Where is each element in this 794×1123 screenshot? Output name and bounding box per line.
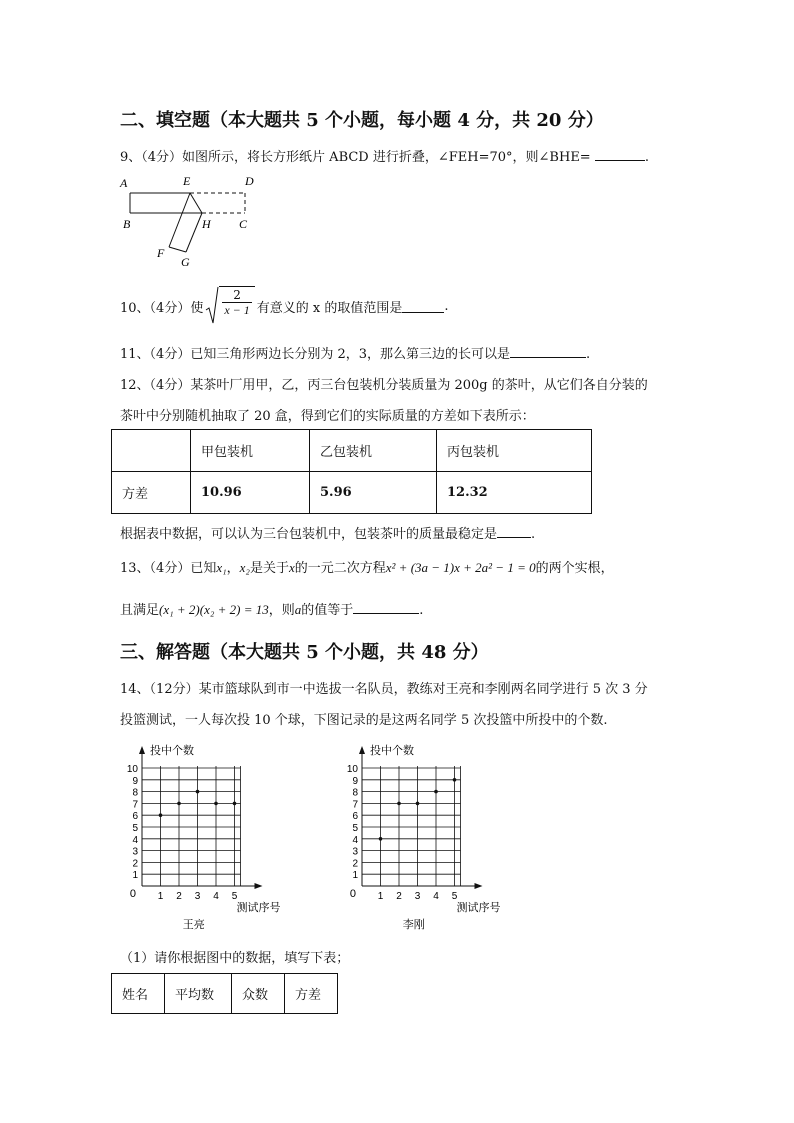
table-header-cell: 甲包装机 <box>191 430 310 472</box>
table-cell: 12.32 <box>437 472 592 514</box>
x-axis-label: 测试序号 <box>456 901 501 914</box>
data-point <box>416 802 420 806</box>
data-point <box>453 778 457 782</box>
q10-pre: 10、（4分）使 <box>120 300 204 316</box>
fig-edge-eh <box>190 193 202 213</box>
var-x2: x₂ <box>239 560 250 575</box>
table-header-cell: 乙包装机 <box>310 430 437 472</box>
answer-table <box>111 973 338 1014</box>
q13-line2-mid: ，则 <box>268 603 295 618</box>
origin-label: 0 <box>129 888 136 900</box>
x-tick-label: 2 <box>396 891 402 902</box>
q13-mid: 是关于 <box>249 561 289 576</box>
quadratic-equation: x² + (3a − 1)x + 2a² − 1 = 0 <box>385 560 536 575</box>
sqrt-sign <box>205 286 219 326</box>
q12-after <box>120 523 535 542</box>
y-tick-label: 10 <box>346 764 358 775</box>
table-header-cell <box>112 430 191 472</box>
q13-pre: 13、（4分）已知 <box>120 561 217 576</box>
table-cell: 5.96 <box>310 472 437 514</box>
q14-line2: 投篮测试，一人每次投 10 个球，下图记录的是这两名同学 5 次投篮中所投中的个数. <box>120 713 608 728</box>
q11-text: 11、（4分）已知三角形两边长分别为 2，3，那么第三边的长可以是 <box>120 347 510 362</box>
q9-answer-blank[interactable] <box>595 148 645 161</box>
y-tick-label: 7 <box>132 799 138 811</box>
variance-table <box>111 429 592 514</box>
y-tick-label: 6 <box>352 811 358 823</box>
folding-figure <box>115 170 275 270</box>
y-tick-label: 5 <box>132 823 138 834</box>
q12-answer-blank[interactable] <box>497 525 531 538</box>
var-x1: x₁ <box>216 560 227 575</box>
answer-table-header: 方差 <box>285 974 338 1014</box>
section3-title: 三、解答题（本大题共 5 个小题，共 48 分） <box>120 642 489 663</box>
q9-text: 9、（4分）如图所示，将长方形纸片 ABCD 进行折叠，∠FEH=70°，则∠BHE= <box>120 150 595 165</box>
x-axis-arrow <box>255 883 263 889</box>
y-tick-label: 4 <box>352 834 358 846</box>
q12-line2: 茶叶中分别随机抽取了 20 盒，得到它们的实际质量的方差如下表所示： <box>120 409 535 424</box>
x-tick-label: 4 <box>213 891 219 902</box>
y-tick-label: 4 <box>132 834 138 846</box>
fraction-denominator: x − 1 <box>224 303 250 317</box>
q13-line2-post: 的值等于 <box>301 603 354 618</box>
q13-answer-blank[interactable] <box>353 601 419 614</box>
y-tick-label: 1 <box>132 870 138 882</box>
origin-label: 0 <box>349 888 356 900</box>
var-x: x <box>288 560 295 575</box>
q12-line1: 12、（4分）某茶叶厂用甲，乙，丙三台包装机分装质量为 200g 的茶叶，从它们各自分装的 <box>120 378 648 393</box>
x-tick-label: 3 <box>194 891 201 902</box>
x-axis-label: 测试序号 <box>236 901 281 914</box>
chart-title: 王亮 <box>182 918 205 931</box>
y-axis-arrow <box>359 746 365 754</box>
q11-end: . <box>586 347 591 362</box>
question-13-line1 <box>120 557 614 576</box>
y-tick-label: 5 <box>352 823 358 834</box>
question-10 <box>120 284 449 328</box>
answer-table-header: 众数 <box>232 974 285 1014</box>
question-13-line2 <box>120 599 423 618</box>
y-tick-label: 2 <box>352 858 358 870</box>
x-axis-arrow <box>475 883 483 889</box>
x-tick-label: 5 <box>451 891 458 902</box>
answer-table-header: 姓名 <box>112 974 165 1014</box>
label-b: B <box>123 217 131 231</box>
data-point <box>379 837 383 841</box>
x-tick-label: 1 <box>157 891 164 902</box>
y-tick-label: 8 <box>132 787 138 799</box>
data-point <box>233 802 237 806</box>
x-tick-label: 5 <box>231 891 238 902</box>
q12-after-text: 根据表中数据，可以认为三台包装机中，包装茶叶的质量最稳定是 <box>120 527 498 542</box>
table-cell: 10.96 <box>191 472 310 514</box>
q13-mid2: 的一元二次方程 <box>294 561 386 576</box>
q14-line1: 14、（12分）某市篮球队到市一中选拔一名队员，教练对王亮和李刚两名同学进行 5 次 3 分 <box>120 682 648 697</box>
data-point <box>214 802 218 806</box>
chart-ligang <box>330 738 530 938</box>
data-point <box>177 802 181 806</box>
label-e: E <box>183 174 191 188</box>
label-h: H <box>202 217 211 231</box>
y-tick-label: 9 <box>132 775 138 787</box>
y-tick-label: 2 <box>132 858 138 870</box>
section2-title: 二、填空题（本大题共 5 个小题，每小题 4 分，共 20 分） <box>120 110 604 131</box>
y-tick-label: 3 <box>352 846 358 858</box>
y-axis-label: 投中个数 <box>370 744 414 757</box>
label-a: A <box>120 176 128 190</box>
q13-end: . <box>419 603 424 618</box>
x-tick-label: 1 <box>377 891 384 902</box>
y-tick-label: 6 <box>132 811 138 823</box>
fig-edge-fg <box>169 247 186 252</box>
q13-line2-pre: 且满足 <box>120 603 160 618</box>
q10-answer-blank[interactable] <box>402 300 444 313</box>
root-condition: (x₁ + 2)(x₂ + 2) = 13 <box>159 602 269 617</box>
var-a: a <box>294 602 302 617</box>
chart-title: 李刚 <box>402 918 425 931</box>
chart-wangliang <box>110 738 310 938</box>
fig-edge-ef <box>169 193 190 247</box>
sqrt-expression <box>205 286 254 326</box>
table-row-label: 方差 <box>112 472 191 514</box>
data-point <box>196 790 200 794</box>
q9-end: . <box>644 150 649 165</box>
label-c: C <box>239 217 248 231</box>
q13-comma: ， <box>226 561 240 576</box>
q12-end: . <box>531 527 536 542</box>
y-axis-label: 投中个数 <box>150 744 194 757</box>
fig-edge-gh <box>186 213 202 252</box>
y-tick-label: 7 <box>352 799 358 811</box>
x-tick-label: 2 <box>176 891 182 902</box>
q14-sub1: （1）请你根据图中的数据，填写下表； <box>120 951 350 966</box>
x-tick-label: 4 <box>433 891 439 902</box>
question-9 <box>120 146 649 165</box>
data-point <box>397 802 401 806</box>
label-f: F <box>157 246 165 260</box>
x-tick-label: 3 <box>414 891 421 902</box>
q13-post: 的两个实根， <box>535 561 614 576</box>
y-tick-label: 9 <box>352 775 358 787</box>
data-point <box>434 790 438 794</box>
q10-end: . <box>444 298 449 314</box>
label-g: G <box>181 255 190 269</box>
y-tick-label: 8 <box>352 787 358 799</box>
y-tick-label: 10 <box>126 764 138 775</box>
q10-post: 有意义的 x 的取值范围是 <box>256 300 403 316</box>
y-axis-arrow <box>139 746 145 754</box>
fraction <box>219 286 254 326</box>
fraction-numerator: 2 <box>233 288 241 302</box>
table-header-cell: 丙包装机 <box>437 430 592 472</box>
answer-table-header: 平均数 <box>165 974 232 1014</box>
q11-answer-blank[interactable] <box>510 345 586 358</box>
y-tick-label: 3 <box>132 846 138 858</box>
question-11 <box>120 343 590 362</box>
y-tick-label: 1 <box>352 870 358 882</box>
label-d: D <box>245 174 254 188</box>
data-point <box>159 813 163 817</box>
